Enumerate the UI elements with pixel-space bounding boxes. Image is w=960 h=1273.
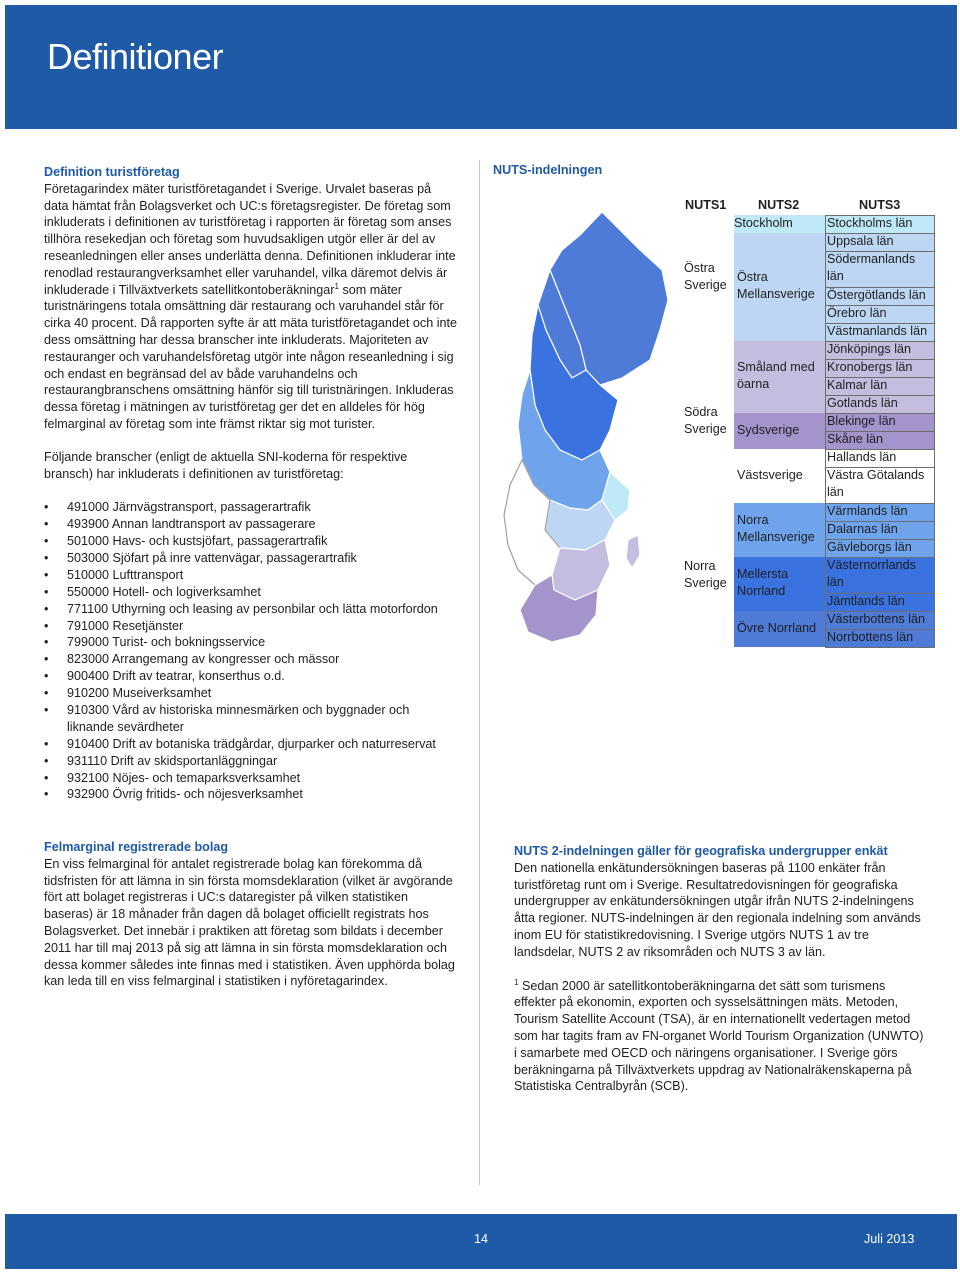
industry-item: • 900400 Drift av teatrar, konserthus o.d. bbox=[44, 668, 459, 685]
margin-section bbox=[44, 839, 459, 990]
definition-section bbox=[44, 164, 459, 803]
nuts3-label: Skåne län bbox=[827, 432, 884, 446]
nuts3-label: Blekinge län bbox=[827, 414, 896, 428]
nuts-note-heading: NUTS 2-indelningen gäller för geografiska undergrupper enkät bbox=[514, 844, 888, 858]
industry-item: • 799000 Turist- och bokningsservice bbox=[44, 634, 459, 651]
industry-item: • 791000 Resetjänster bbox=[44, 618, 459, 635]
nuts-note-text: Den nationella enkätundersökningen baseras på 1100 enkäter från turistföretag runt om i Sverige. Resultatredovisningen för geografiska undergrupper av enkätundersökningen utgår ifrån NUTS 2-indelningens åtta regioner. NUTS-indelningen är den regionala indelning som används inom EU för statistikredovisning. I Sverige utgörs NUTS 1 av tre landsdelar, NUTS 2 av riksområden och NUTS 3 av län. bbox=[514, 860, 921, 959]
industry-item: • 823000 Arrangemang av kongresser och mässor bbox=[44, 651, 459, 668]
nuts1-header: NUTS1 bbox=[685, 198, 727, 212]
nuts2-stockholm: Stockholm bbox=[734, 216, 793, 230]
nuts3-label: Norrbottens län bbox=[827, 630, 914, 644]
margin-text: En viss felmarginal för antalet registrerade bolag kan förekomma då tidsfristen för att lämna in sin första momsdeklaration (vilket är avgörande fört att bolaget registreras i UC:s dataregister på vilken statistiken baseras) är 18 månader från dagen då bolaget officiellt registrats hos Bolagsverket. Det innebär i praktiken att företag som bildats i december 2011 har till maj 2013 på sig att lämna in sin första momsdeklaration och dessa kommer således inte finnas med i statistiken. Även upphörda bolag kan leda till en viss felmarginal i statistiken i nyföretagarindex. bbox=[44, 856, 455, 989]
nuts3-label: Uppsala län bbox=[827, 234, 894, 248]
map-gotland bbox=[626, 535, 640, 568]
industry-item: • 771100 Uthyrning och leasing av personbilar och lätta motorfordon bbox=[44, 601, 459, 618]
nuts1-ostra: Östra Sverige bbox=[684, 261, 727, 293]
nuts3-label: Västernorrlands län bbox=[827, 558, 916, 590]
column-divider bbox=[479, 160, 480, 1185]
nuts3-label: Kalmar län bbox=[827, 378, 888, 392]
nuts3-label: Gävleborgs län bbox=[827, 540, 912, 554]
nuts3-label: Gotlands län bbox=[827, 396, 898, 410]
footer-date: Juli 2013 bbox=[864, 1232, 915, 1246]
margin-heading: Felmarginal registrerade bolag bbox=[44, 840, 229, 854]
industry-item: • 510000 Lufttransport bbox=[44, 567, 459, 584]
nuts3-label: Värmlands län bbox=[827, 504, 908, 518]
nuts-table bbox=[681, 198, 936, 648]
industry-item: • 491000 Järnvägstransport, passagerartrafik bbox=[44, 499, 459, 516]
nuts3-label: Hallands län bbox=[827, 450, 897, 464]
nuts2-sydsverige: Sydsverige bbox=[737, 423, 800, 437]
nuts2-mellersta-norrland: Mellersta Norrland bbox=[737, 567, 789, 599]
definition-paragraph: Företagarindex mäter turistföretagandet i Sverige. Urvalet baseras på data hämtat från Bolagsverket och UC:s företagsregister. De företag som inkluderats i definitionen av turistföretag i rapporten är företag som anses tillhöra resekedjan och företag som huvudsakligen utgör eller är del av reseanledningen eller anses underlätta denna. Definitionen inkluderar inte renodlad restaurangverksamhet eller varuhandel, vilka däremot delvis är inkluderade i Tillväxtverkets satellitkontoberäkningar$^1$ som mäter turistnäringens totala omsättning där restaurang och varuhandel står för cirka 40 procent. Då rapporten syfte är att mäta turistföretagandet och inte dess omsättning har dessa branscher inte inkluderats. Majoriteten av restauranger och varuhandelsföretag utgör inte någon reseanledning i sig och endast en begränsad del av både varuhandelns och restaurangbranschens omsättning hänför sig till turistnäringen. Inkluderas dessa företag i mätningen av turistföretag ger det en alldeles för hög felmarginal av företag som inte främst riktar sig mot turister. bbox=[44, 181, 458, 431]
nuts3-header: NUTS3 bbox=[859, 198, 901, 212]
nuts1-sodra: Södra Sverige bbox=[684, 405, 727, 437]
industries-intro: Följande branscher (enligt de aktuella SNI-koderna för respektive bransch) har inkluderats i definitionen av turistföretag: bbox=[44, 449, 408, 481]
nuts2-norra-mellansverige: Norra Mellansverige bbox=[737, 513, 815, 545]
industry-item: • 931110 Drift av skidsportanläggningar bbox=[44, 753, 459, 770]
page-number: 14 bbox=[474, 1232, 489, 1246]
nuts3-label: Dalarnas län bbox=[827, 522, 898, 536]
nuts3-label: Stockholms län bbox=[827, 216, 913, 230]
nuts2-smaland: Småland med öarna bbox=[737, 360, 815, 392]
industry-item: • 910200 Museiverksamhet bbox=[44, 685, 459, 702]
footnote-mark: 1 bbox=[334, 281, 339, 291]
page-title: Definitioner bbox=[47, 36, 224, 77]
industry-item: • 503000 Sjöfart på inre vattenvägar, passagerartrafik bbox=[44, 550, 459, 567]
footnote: $^1$ Sedan 2000 är satellitkontoberäkningarna det sätt som turismens effekter på ekonomin, exporten och sysselsättningen mäts. Metoden, Tourism Satellite Account (TSA), är en internationellt vedertagen metod som har tagits fram av FN-organet World Tourism Organization (UNWTO) i samarbete med OECD och näringens organisationer. I Sverige görs beräkningarna på Tillväxtverkets uppdrag av Nationalräkenskaperna på Statistiska Centralbyrån (SCB). bbox=[514, 977, 924, 1094]
nuts-note-section bbox=[514, 843, 924, 1095]
nuts2-vastsverige: Västsverige bbox=[737, 468, 803, 482]
nuts3-label: Västra Götalands län bbox=[827, 468, 925, 500]
sweden-map bbox=[490, 210, 680, 670]
industry-item: • 493900 Annan landtransport av passagerare bbox=[44, 516, 459, 533]
nuts3-label: Västerbottens län bbox=[827, 612, 926, 626]
nuts1-norra: Norra Sverige bbox=[684, 559, 727, 591]
nuts3-label: Örebro län bbox=[827, 306, 887, 320]
industry-item: • 910400 Drift av botaniska trädgårdar, djurparker och naturreservat bbox=[44, 736, 459, 753]
nuts-label: NUTS-indelningen bbox=[493, 163, 603, 177]
nuts3-label: Jönköpings län bbox=[827, 342, 912, 356]
industry-item: • 932900 Övrig fritids- och nöjesverksamhet bbox=[44, 786, 459, 803]
nuts3-label: Östergötlands län bbox=[827, 288, 926, 302]
industry-item: • 550000 Hotell- och logiverksamhet bbox=[44, 584, 459, 601]
nuts3-label: Kronobergs län bbox=[827, 360, 913, 374]
definition-heading: Definition turistföretag bbox=[44, 165, 180, 179]
nuts2-ovre-norrland: Övre Norrland bbox=[737, 621, 817, 635]
industry-item: • 910300 Vård av historiska minnesmärken och byggnader och liknande sevärdheter bbox=[44, 702, 459, 736]
industry-item: • 932100 Nöjes- och temaparksverksamhet bbox=[44, 770, 459, 787]
nuts3-label: Södermanlands län bbox=[827, 252, 916, 284]
industry-item: • 501000 Havs- och kustsjöfart, passagerartrafik bbox=[44, 533, 459, 550]
nuts3-label: Västmanlands län bbox=[827, 324, 928, 338]
nuts2-ostra-mellansverige: Östra Mellansverige bbox=[737, 270, 815, 302]
nuts3-label: Jämtlands län bbox=[827, 594, 905, 608]
nuts2-header: NUTS2 bbox=[758, 198, 800, 212]
industry-list bbox=[44, 499, 459, 803]
